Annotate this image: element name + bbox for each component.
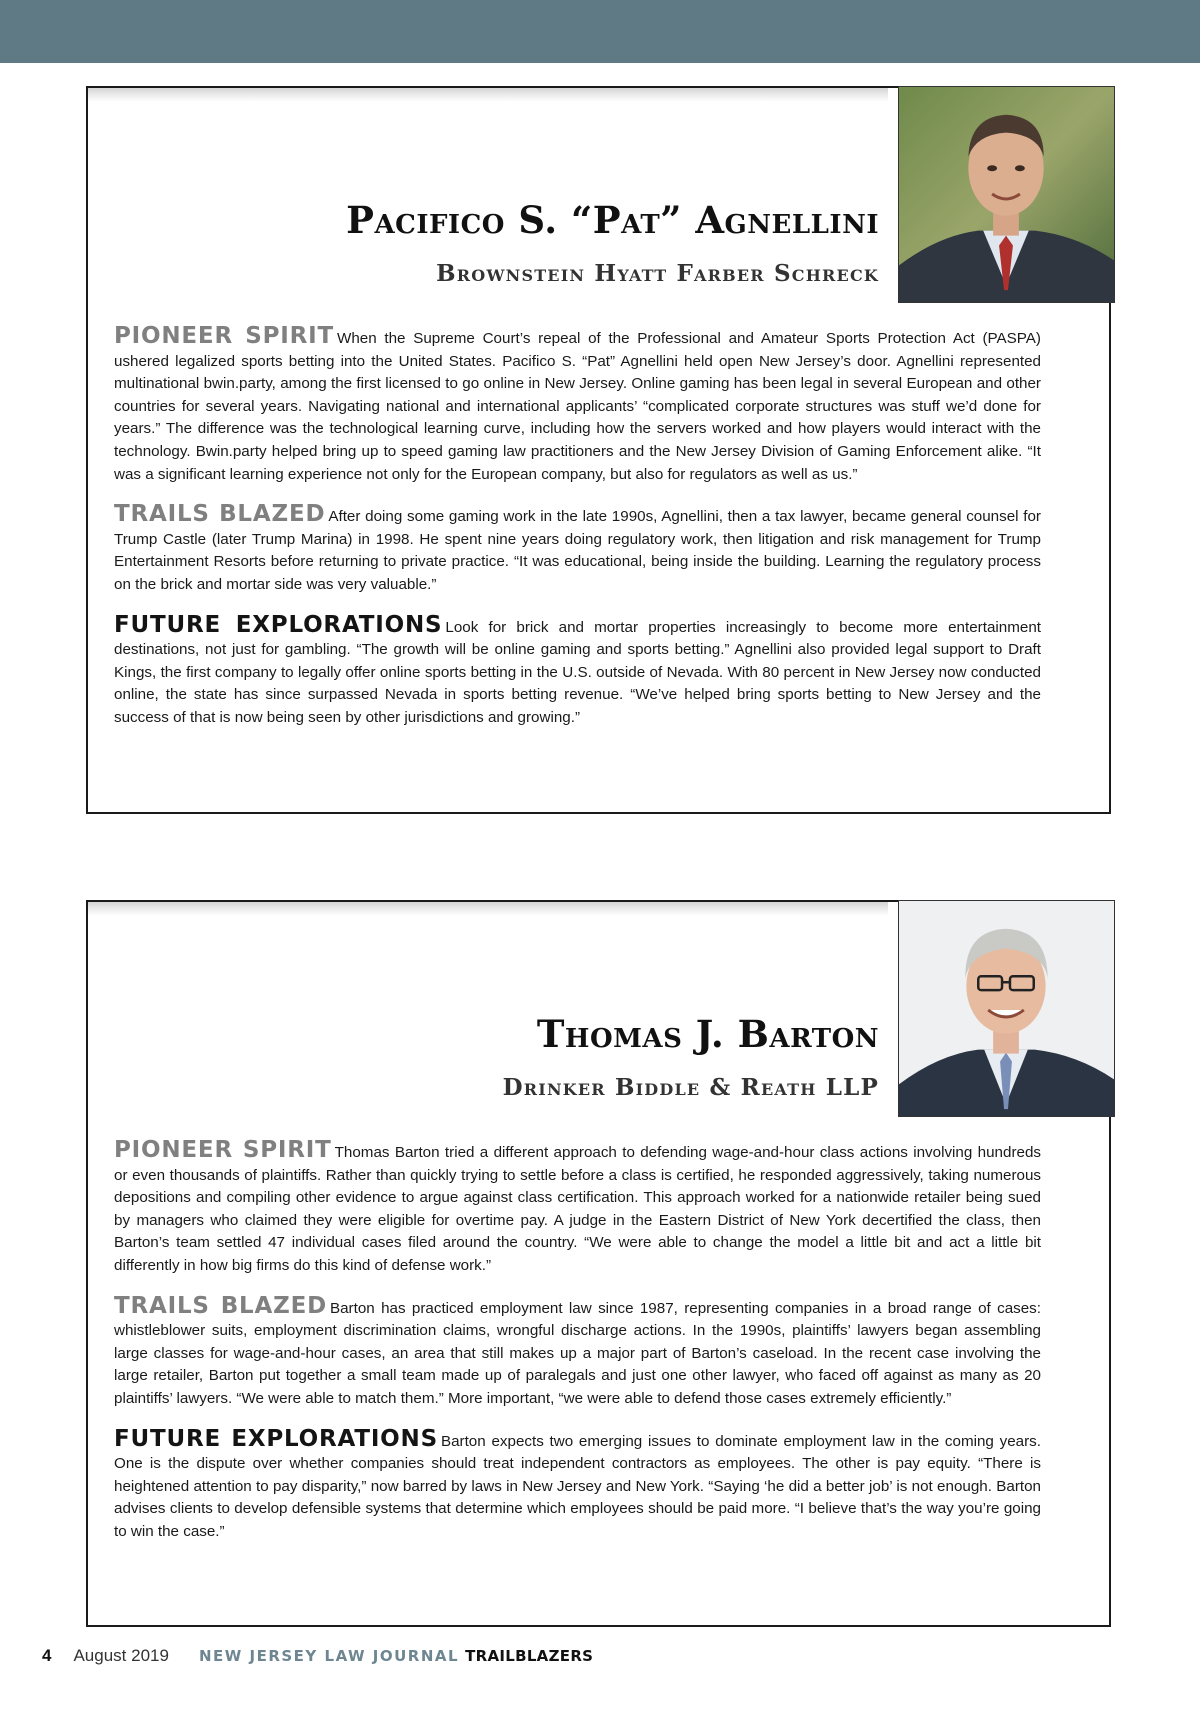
profile-firm: Drinker Biddle & Reath LLP xyxy=(502,1074,879,1101)
section-heading: FUTURE EXPLORATIONS xyxy=(114,611,443,638)
series-name: TRAILBLAZERS xyxy=(465,1647,594,1665)
profile-name: Pacifico S. “Pat” Agnellini xyxy=(346,198,879,242)
section-heading: TRAILS BLAZED xyxy=(114,1292,327,1319)
section-future-explorations xyxy=(114,611,1041,730)
profile-firm: Brownstein Hyatt Farber Schreck xyxy=(436,260,879,287)
section-pioneer-spirit xyxy=(114,1137,1041,1278)
section-text: Thomas Barton tried a different approach to defending wage-and-hour class actions involving hundreds or even thousands of plaintiffs. Rather than quickly trying to settle before a class is certified, he responded aggressively, taking numerous depositions and compiling other evidence to argue against class certification. This approach worked for a nationwide retailer being sued by managers who claimed they were eligible for overtime pay. A judge in the Eastern District of New York decertified the class, then Barton’s team settled 47 individual cases filed around the country. “We were able to change the model a little bit and act a little bit differently in how big firms do this kind of defense work.” xyxy=(114,1144,1041,1274)
profile-card-agnellini xyxy=(86,86,1111,814)
issue-date: August 2019 xyxy=(73,1646,169,1665)
section-trails-blazed xyxy=(114,501,1041,596)
header-band xyxy=(0,0,1200,63)
page-footer xyxy=(42,1646,593,1670)
profile-card-barton xyxy=(86,900,1111,1627)
section-text: Look for brick and mortar properties increasingly to become more entertainment destinations, not just for gambling. “The growth will be online gaming and sports betting.” Agnellini also provided legal support to Draft Kings, the first company to legally offer online sports betting in the U.S. outside of Nevada. With 80 percent in New Jersey now conducted online, the state has since surpassed Nevada in sports betting revenue. “We’ve helped bring sports betting to New Jersey and the success of that is now being seen by other jurisdictions and growing.” xyxy=(114,618,1041,726)
profile-body xyxy=(114,323,1041,748)
page-number: 4 xyxy=(42,1646,52,1665)
profile-body xyxy=(114,1137,1041,1562)
section-heading: TRAILS BLAZED xyxy=(114,501,326,528)
headshot-photo-agnellini xyxy=(898,86,1115,303)
section-trails-blazed xyxy=(114,1292,1041,1411)
section-text: When the Supreme Court’s repeal of the Professional and Amateur Sports Protection Act (PASPA) ushered legalized sports betting into the United States. Pacifico S. “Pat” Agnellini held open New Jersey’s door. Agnellini represented multinational bwin.party, among the first licensed to go online in New Jersey. Online gaming has been legal in several European and other countries for several years. Navigating national and international applicants’ “complicated corporate structures was stuff we’d done for years.” The difference was the technological learning curve, including how the servers worked and how players would interact with the technology. Bwin.party helped bring up to speed gaming law practitioners and the New Jersey Division of Gaming Enforcement alike. “It was a significant learning experience not only for the European company, but also for regulators as well as us.” xyxy=(114,330,1041,483)
headshot-illustration xyxy=(899,901,1114,1116)
section-future-explorations xyxy=(114,1425,1041,1544)
section-heading: PIONEER SPIRIT xyxy=(114,323,334,349)
publication-name: NEW JERSEY LAW JOURNAL xyxy=(198,1647,460,1665)
profile-name: Thomas J. Barton xyxy=(536,1012,879,1056)
section-text: After doing some gaming work in the late 1990s, Agnellini, then a tax lawyer, became general counsel for Trump Castle (later Trump Marina) in 1998. He spent nine years doing regulatory work, then litigation and risk management for Trump Entertainment Resorts before returning to private practice. “It was educational, being inside the building. Learning the regulatory process on the brick and mortar side was very valuable.” xyxy=(114,508,1041,593)
section-text: Barton has practiced employment law since 1987, representing companies in a broad range of cases: whistleblower suits, employment discrimination claims, wrongful discharge actions. In the 1990s, plaintiffs’ lawyers began assembling large classes for wage-and-hour cases, an area that still makes up a major part of Barton’s caseload. In the recent case involving the large retailer, Barton put together a small team made up of paralegals and just one other lawyer, who faced off against as many as 20 plaintiffs’ lawyers. “We were able to match them.” More important, “we were able to defend those cases extremely efficiently.” xyxy=(114,1299,1041,1407)
headshot-illustration xyxy=(899,87,1114,302)
card-top-shade xyxy=(88,902,888,916)
section-heading: PIONEER SPIRIT xyxy=(114,1137,332,1163)
section-pioneer-spirit xyxy=(114,323,1041,486)
section-heading: FUTURE EXPLORATIONS xyxy=(114,1425,438,1452)
card-top-shade xyxy=(88,88,888,102)
headshot-photo-barton xyxy=(898,900,1115,1117)
section-text: Barton expects two emerging issues to dominate employment law in the coming years. One is the dispute over whether companies should treat independent contractors as employees. The other is pay equity. “There is heightened attention to pay disparity,” now barred by laws in New Jersey and New York. “Saying ‘he did a better job’ is not enough. Barton advises clients to develop defensible systems that determine which employees should be paid more. “I believe that’s the way you’re going to win the case.” xyxy=(114,1432,1041,1540)
